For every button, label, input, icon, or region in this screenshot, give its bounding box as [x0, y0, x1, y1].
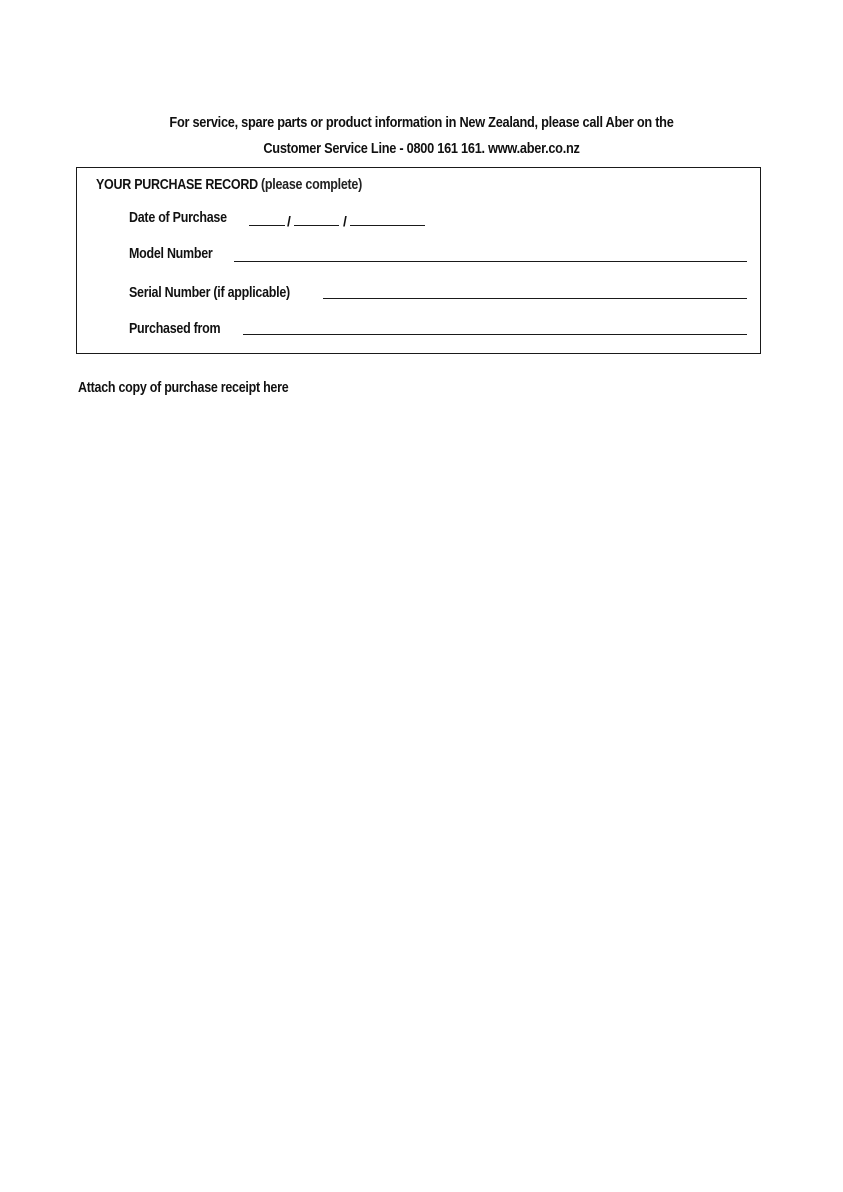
purchase-record-subtitle: (please complete)	[261, 177, 362, 193]
serial-number-field[interactable]	[323, 298, 747, 299]
date-separator-2: /	[343, 213, 347, 229]
service-info-line-1: For service, spare parts or product information in New Zealand, please call Aber on the	[169, 115, 674, 131]
purchase-record-box	[76, 167, 761, 354]
model-number-label: Model Number	[129, 246, 213, 262]
date-year-field[interactable]	[350, 225, 425, 226]
purchased-from-label: Purchased from	[129, 321, 221, 337]
serial-number-label: Serial Number (if applicable)	[129, 285, 290, 301]
purchase-record-heading	[96, 177, 362, 193]
date-of-purchase-label: Date of Purchase	[129, 210, 227, 226]
service-info	[51, 110, 793, 162]
purchase-record-title: YOUR PURCHASE RECORD	[96, 177, 258, 193]
date-separator-1: /	[287, 213, 291, 229]
model-number-field[interactable]	[234, 261, 747, 262]
date-month-field[interactable]	[294, 225, 339, 226]
purchased-from-field[interactable]	[243, 334, 747, 335]
service-info-line-2: Customer Service Line - 0800 161 161. www.aber.co.nz	[263, 141, 580, 157]
attach-receipt-note: Attach copy of purchase receipt here	[78, 380, 289, 396]
date-day-field[interactable]	[249, 225, 285, 226]
